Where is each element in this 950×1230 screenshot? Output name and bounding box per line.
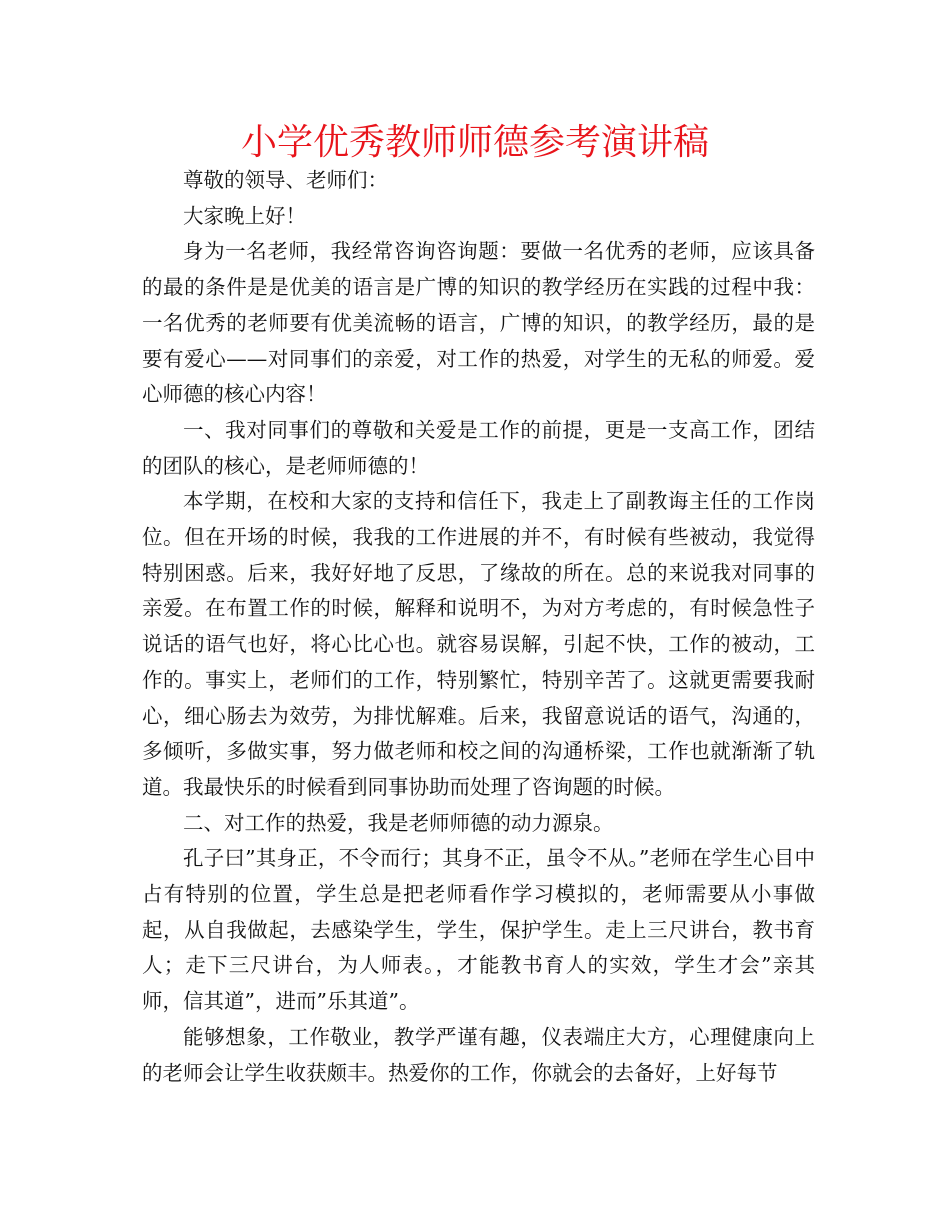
body-paragraph: 一、我对同事们的尊敬和关爱是工作的前提，更是一支高工作，团结的团队的核心，是老师师德的！ bbox=[142, 417, 815, 478]
body-paragraph: 能够想象，工作敬业，教学严谨有趣，仪表端庄大方，心理健康向上的老师会让学生收获颇丰。热爱你的工作，你就会的去备好，上好每节 bbox=[142, 1024, 815, 1085]
greeting-paragraph: 大家晚上好！ bbox=[183, 203, 306, 228]
section-heading-paragraph: 二、对工作的热爱，我是老师师德的动力源泉。 bbox=[183, 810, 614, 835]
body-paragraph: 孔子曰”其身正，不令而行；其身不正，虽令不从。”老师在学生心目中占有特别的位置，学生总是把老师看作学习模拟的，老师需要从小事做起，从自我做起，去感染学生，学生，保护学生。走上三尺讲台，教书育人；走下三尺讲台，为人师表。，才能教书育人的实效，学生才会”亲其师，信其道”，进而”乐其道”。 bbox=[142, 846, 815, 1014]
body-paragraph: 身为一名老师，我经常咨询咨询题：要做一名优秀的老师，应该具备的最的条件是是优美的语言是广博的知识的教学经历在实践的过程中我：一名优秀的老师要有优美流畅的语言，广博的知识，的教学经历，最的是要有爱心——对同事们的亲爱，对工作的热爱，对学生的无私的师爱。爱心师德的核心内容！ bbox=[142, 239, 815, 407]
document-title: 小学优秀教师师德参考演讲稿 bbox=[240, 122, 709, 163]
document-body bbox=[142, 163, 815, 1091]
body-paragraph: 本学期，在校和大家的支持和信任下，我走上了副教诲主任的工作岗位。但在开场的时候，我我的工作进展的并不，有时候有些被动，我觉得特别困惑。后来，我好好地了反思，了缘故的所在。总的来说我对同事的亲爱。在布置工作的时候，解释和说明不，为对方考虑的，有时候急性子说话的语气也好，将心比心也。就容易误解，引起不快，工作的被动，工作的。事实上，老师们的工作，特别繁忙，特别辛苦了。这就更需要我耐心，细心肠去为效劳，为排忧解难。后来，我留意说话的语气，沟通的，多倾听，多做实事，努力做老师和校之间的沟通桥梁，工作也就渐渐了轨道。我最快乐的时候看到同事协助而处理了咨询题的时候。 bbox=[142, 489, 815, 799]
salutation-paragraph: 尊敬的领导、老师们： bbox=[183, 168, 388, 192]
